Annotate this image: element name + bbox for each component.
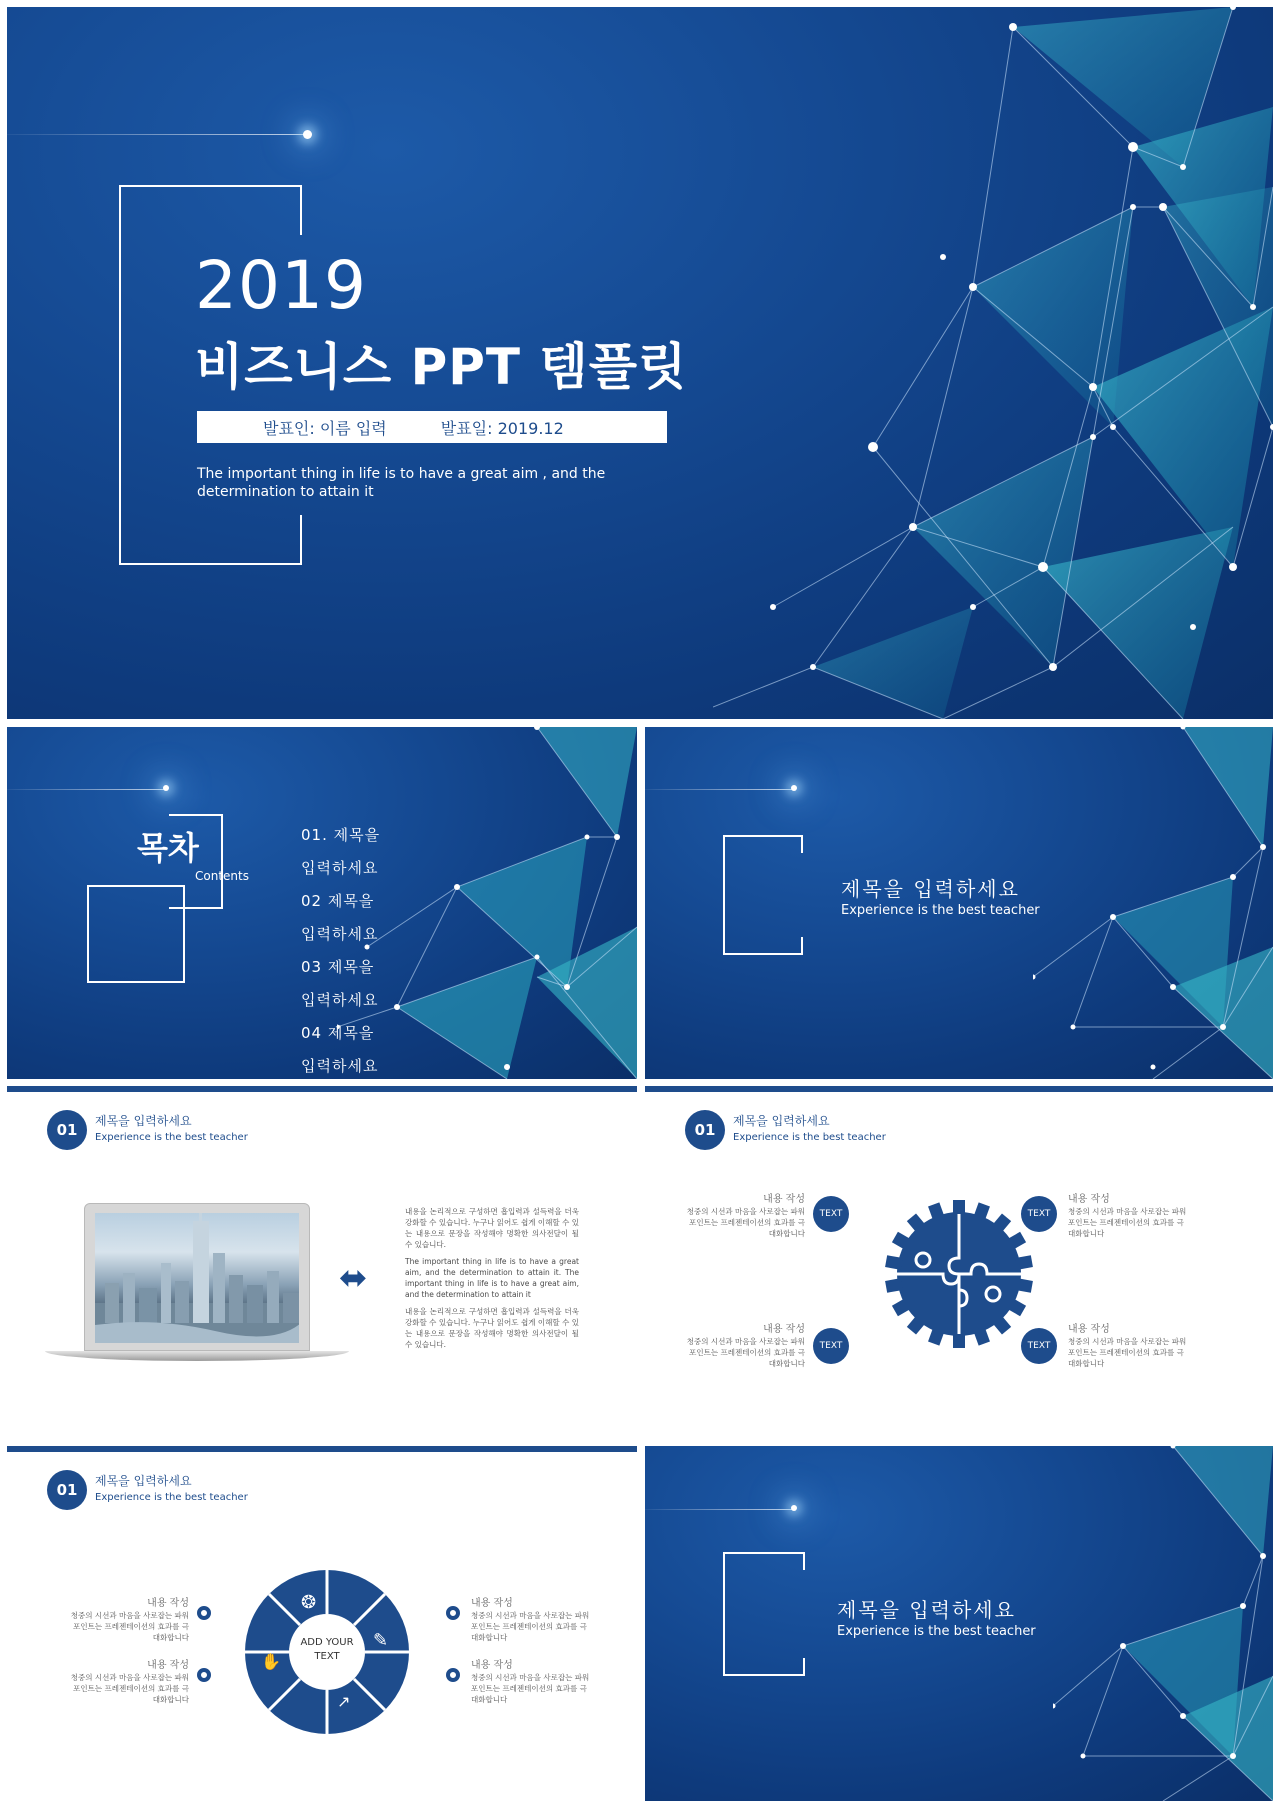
cover-frame-corner	[300, 185, 302, 235]
slide-subtitle: Experience is the best teacher	[733, 1132, 886, 1143]
cover-frame-corner	[300, 515, 302, 565]
section-frame-corner	[801, 937, 803, 955]
label-body: 청중의 시선과 마음을 사로잡는 파워포인트는 프레젠테이션의 효과를 극대화합니다	[471, 1673, 590, 1704]
section-title: 제목을 입력하세요	[837, 1598, 1016, 1622]
top-bar	[645, 1086, 1273, 1092]
top-bar	[7, 1446, 637, 1452]
slide-title: 제목을 입력하세요	[95, 1114, 192, 1128]
paragraph: 내용을 논리적으로 구성하면 흡입력과 설득력을 더욱 강화할 수 있습니다. 누구나 읽어도 쉽게 이해할 수 있는 내용으로 문장을 작성해야 명확한 의사전달이 될 수 있습니다.	[405, 1207, 579, 1249]
section-badge: 01	[47, 1110, 87, 1150]
center-line: ADD YOUR	[300, 1637, 354, 1648]
toc-item[interactable]: 입력하세요	[301, 1057, 379, 1075]
toc-item[interactable]: 입력하세요	[301, 991, 379, 1009]
section-frame	[723, 835, 803, 955]
section-subtitle: Experience is the best teacher	[837, 1624, 1036, 1639]
cover-quote: The important thing in life is to have a great aim , and the determination to attain it	[197, 466, 606, 500]
text-tag: TEXT	[1021, 1328, 1057, 1364]
section-frame-corner	[801, 835, 803, 853]
bullet-dot	[446, 1668, 460, 1682]
toc-item[interactable]: 03 제목을	[301, 958, 375, 976]
network-graphic	[713, 7, 1273, 719]
label-heading: 내용 작성	[1068, 1194, 1110, 1205]
section-badge: 01	[685, 1110, 725, 1150]
section-frame-corner	[803, 1552, 805, 1570]
glow-dot	[791, 1505, 797, 1511]
circle-label	[69, 1598, 189, 1643]
label-body: 청중의 시선과 마음을 사로잡는 파워포인트는 프레젠테이션의 효과를 극대화합니다	[1068, 1207, 1187, 1238]
label-body: 청중의 시선과 마음을 사로잡는 파워포인트는 프레젠테이션의 효과를 극대화합니다	[686, 1337, 805, 1368]
glow-line	[645, 1509, 795, 1510]
toc-title: 목차	[137, 829, 199, 867]
network-graphic	[1033, 727, 1273, 1079]
slide-title: 제목을 입력하세요	[733, 1114, 830, 1128]
toc-item[interactable]: 01. 제목을	[301, 826, 381, 844]
puzzle-label	[685, 1194, 805, 1239]
circle-center-text	[299, 1636, 355, 1664]
puzzle-slide[interactable]	[645, 1086, 1273, 1438]
label-body: 청중의 시선과 마음을 사로잡는 파워포인트는 프레젠테이션의 효과를 극대화합니다	[1068, 1337, 1187, 1368]
bullet-dot	[446, 1606, 460, 1620]
cover-title: 비즈니스 PPT 템플릿	[195, 338, 688, 396]
label-heading: 내용 작성	[763, 1194, 805, 1205]
puzzle-label	[1068, 1324, 1188, 1369]
lightbulb-icon: ❂	[301, 1592, 317, 1613]
glow-line	[7, 134, 307, 135]
label-heading: 내용 작성	[1068, 1324, 1110, 1335]
toc-list	[301, 819, 380, 1079]
bullet-dot	[197, 1606, 211, 1620]
label-heading: 내용 작성	[147, 1598, 189, 1609]
label-body: 청중의 시선과 마음을 사로잡는 파워포인트는 프레젠테이션의 효과를 극대화합니다	[70, 1673, 189, 1704]
cover-year: 2019	[195, 247, 367, 324]
glow-dot	[163, 785, 169, 791]
toc-item[interactable]: 입력하세요	[301, 925, 379, 943]
label-heading: 내용 작성	[763, 1324, 805, 1335]
city-image	[95, 1213, 299, 1343]
puzzle-label	[1068, 1194, 1188, 1239]
glow-dot	[303, 130, 312, 139]
section-frame	[723, 1552, 805, 1676]
puzzle-label	[685, 1324, 805, 1369]
circle-slide[interactable]	[7, 1446, 637, 1801]
section-title: 제목을 입력하세요	[841, 877, 1020, 901]
section-badge: 01	[47, 1470, 87, 1510]
slide-subtitle: Experience is the best teacher	[95, 1132, 248, 1143]
bullet-dot	[197, 1668, 211, 1682]
handshake-icon: ✋	[261, 1652, 281, 1671]
label-body: 청중의 시선과 마음을 사로잡는 파워포인트는 프레젠테이션의 효과를 극대화합니다	[471, 1611, 590, 1642]
toc-item[interactable]: 입력하세요	[301, 859, 379, 877]
label-heading: 내용 작성	[471, 1660, 513, 1671]
circle-label	[471, 1660, 591, 1705]
laptop-text-block	[405, 1206, 579, 1356]
laptop-base	[45, 1351, 349, 1361]
pen-icon: ✎	[373, 1630, 389, 1651]
slide-title: 제목을 입력하세요	[95, 1474, 192, 1488]
label-body: 청중의 시선과 마음을 사로잡는 파워포인트는 프레젠테이션의 효과를 극대화합니다	[70, 1611, 189, 1642]
glow-line	[7, 789, 167, 790]
city-skyline	[95, 1213, 299, 1343]
toc-slide[interactable]	[7, 727, 637, 1079]
text-tag: TEXT	[813, 1196, 849, 1232]
section-frame-corner	[803, 1658, 805, 1676]
toc-subtitle: Contents	[195, 869, 249, 883]
section-slide[interactable]	[645, 1446, 1273, 1801]
label-body: 청중의 시선과 마음을 사로잡는 파워포인트는 프레젠테이션의 효과를 극대화합니다	[686, 1207, 805, 1238]
puzzle-gear-icon	[883, 1198, 1035, 1350]
cover-slide[interactable]	[7, 7, 1273, 719]
label-heading: 내용 작성	[147, 1660, 189, 1671]
label-heading: 내용 작성	[471, 1598, 513, 1609]
slide-subtitle: Experience is the best teacher	[95, 1492, 248, 1503]
text-tag: TEXT	[1021, 1196, 1057, 1232]
chart-icon: ↗	[337, 1692, 351, 1711]
presenter-label: 발표인: 이름 입력	[263, 418, 387, 438]
circle-label	[69, 1660, 189, 1705]
circle-label	[471, 1598, 591, 1643]
center-line: TEXT	[314, 1651, 340, 1662]
presenter-bar	[197, 411, 667, 443]
toc-item[interactable]: 04 제목을	[301, 1024, 375, 1042]
network-graphic	[337, 727, 637, 1079]
section-slide[interactable]	[645, 727, 1273, 1079]
double-arrow-icon: ⬌	[339, 1258, 368, 1298]
laptop-slide[interactable]	[7, 1086, 637, 1438]
paragraph: The important thing in life is to have a great aim, and the determination to attain it. The important thing in life is to have a great aim, and the determination to attain it	[405, 1257, 579, 1299]
glow-line	[645, 789, 795, 790]
top-bar	[7, 1086, 637, 1092]
section-subtitle: Experience is the best teacher	[841, 903, 1040, 918]
toc-item[interactable]: 02 제목을	[301, 892, 375, 910]
paragraph: 내용을 논리적으로 구성하면 흡입력과 설득력을 더욱 강화할 수 있습니다. 누구나 읽어도 쉽게 이해할 수 있는 내용으로 문장을 작성해야 명확한 의사전달이 될 수 있습니다.	[405, 1307, 579, 1349]
laptop-screen	[84, 1203, 310, 1351]
glow-dot	[791, 785, 797, 791]
network-graphic	[1053, 1446, 1273, 1801]
date-label: 발표일: 2019.12	[440, 418, 564, 438]
text-tag: TEXT	[813, 1328, 849, 1364]
